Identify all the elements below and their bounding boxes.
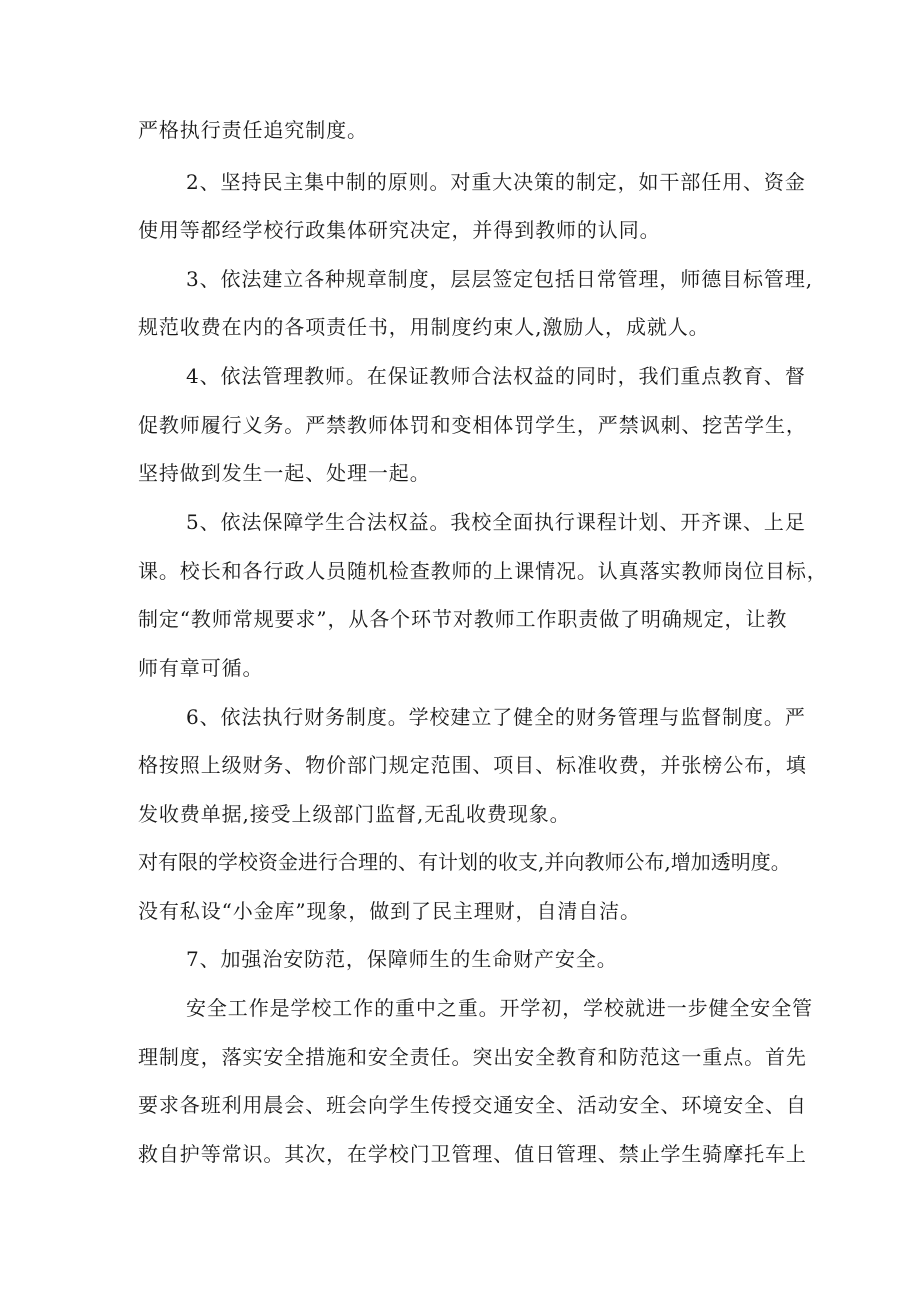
text-line: 严格执行责任追究制度。 [138,118,368,142]
text-line: 3、依法建立各种规章制度，层层签定包括日常管理，师德目标管理, [186,267,813,291]
text-line: 制定“教师常规要求”，从各个环节对教师工作职责做了明确规定，让教 [138,607,788,631]
text-line: 要求各班利用晨会、班会向学生传授交通安全、活动安全、环境安全、自 [138,1093,807,1117]
text-line: 2、坚持民主集中制的原则。对重大决策的制定，如干部任用、资金 [186,170,806,194]
text-line: 理制度，落实安全措施和安全责任。突出安全教育和防范这一重点。首先 [138,1045,807,1069]
text-line: 救自护等常识。其次，在学校门卫管理、值日管理、禁止学生骑摩托车上 [138,1142,807,1166]
text-line: 发收费单据,接受上级部门监督,无乱收费现象。 [138,802,571,826]
text-line: 对有限的学校资金进行合理的、有计划的收支,并向教师公布,增加透明度。 [138,850,791,874]
text-line: 坚持做到发生一起、处理一起。 [138,461,431,485]
text-line: 规范收费在内的各项责任书，用制度约束人,激励人，成就人。 [138,315,710,339]
text-line: 7、加强治安防范，保障师生的生命财产安全。 [186,947,618,971]
text-line: 促教师履行义务。严禁教师体罚和变相体罚学生，严禁讽刺、挖苦学生， [138,413,807,437]
text-line: 使用等都经学校行政集体研究决定，并得到教师的认同。 [138,218,661,242]
text-line: 没有私设“小金库”现象，做到了民主理财，自清自洁。 [138,899,641,923]
text-line: 格按照上级财务、物价部门规定范围、项目、标准收费，并张榜公布，填 [138,753,807,777]
text-line: 6、依法执行财务制度。学校建立了健全的财务管理与监督制度。严 [186,705,806,729]
text-line: 师有章可循。 [138,656,264,680]
text-line: 4、依法管理教师。在保证教师合法权益的同时，我们重点教育、督 [186,364,806,388]
text-line: 5、依法保障学生合法权益。我校全面执行课程计划、开齐课、上足 [186,510,806,534]
text-line: 安全工作是学校工作的重中之重。开学初，学校就进一步健全安全管 [186,996,813,1020]
text-line: 课。校长和各行政人员随机检查教师的上课情况。认真落实教师岗位目标， [138,559,828,583]
